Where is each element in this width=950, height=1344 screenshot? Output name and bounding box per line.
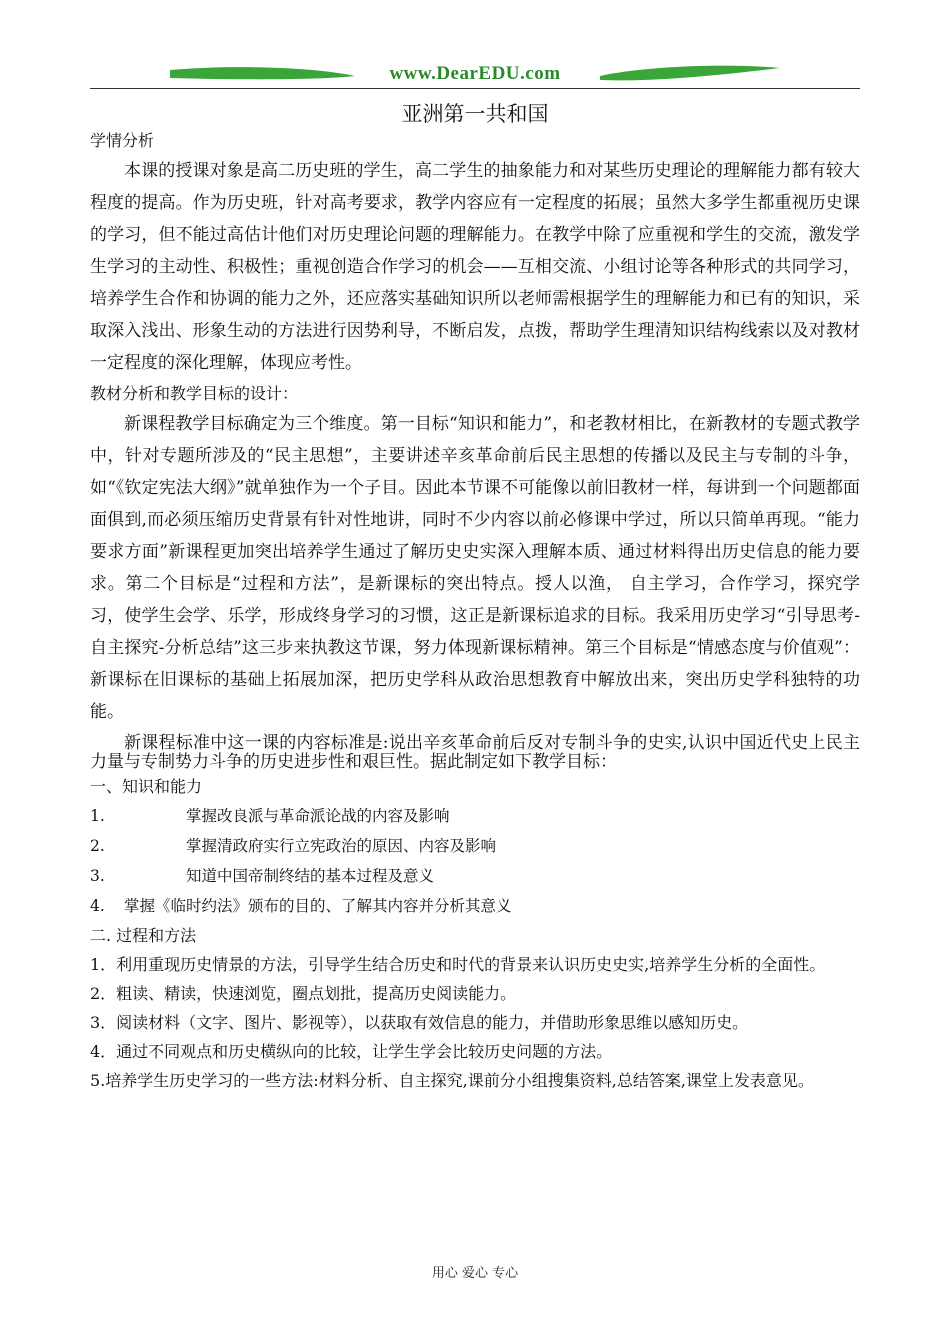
page-footer: 用心 爱心 专心	[431, 1266, 519, 1281]
list-item	[90, 801, 860, 831]
list-item-number: 1.	[90, 807, 105, 825]
site-logo-text[interactable]: www.DearEDU.com	[389, 63, 561, 84]
material-analysis-paragraph: 新课程教学目标确定为三个维度。第一目标“知识和能力”，和老教材相比，在新教材的专题式教学中，针对专题所涉及的“民主思想”，主要讲述辛亥革命前后民主思想的传播以及民主与专制的斗争，如“《钦定宪法大纲》”就单独作为一个子目。因此本节课不可能像以前旧教材一样，每讲到一个问题都面面俱到,而必须压缩历史背景有针对性地讲，同时不少内容以前必修课中学过，所以只简单再现。“能力要求方面”新课程更加突出培养学生通过了解历史史实深入理解本质、通过材料得出历史信息的能力要求。第二个目标是“过程和方法”，是新课标的突出特点。授人以渔， 自主学习，合作学习，探究学习，使学生会学、乐学，形成终身学习的习惯，这正是新课标追求的目标。我采用历史学习“引导思考-自主探究-分析总结”这三步来执教这节课，努力体现新课标精神。第三个目标是“情感态度与价值观”：新课标在旧课标的基础上拓展加深，把历史学科从政治思想教育中解放出来，突出历史学科独特的功能。	[90, 414, 860, 722]
list-item: 5.培养学生历史学习的一些方法:材料分析、自主探究,课前分小组搜集资料,总结答案,课堂上发表意见。	[90, 1071, 814, 1090]
list-item-text: 掌握清政府实行立宪政治的原因、内容及影响	[186, 837, 497, 855]
list-item-text: 掌握《临时约法》颁布的目的、了解其内容并分析其意义	[124, 897, 512, 915]
list-item: 2．粗读、精读，快速浏览，圈点划批，提高历史阅读能力。	[90, 984, 517, 1003]
section-heading-learner-analysis: 学情分析	[90, 131, 155, 150]
list-item-text: 掌握改良派与革命派论战的内容及影响	[186, 807, 450, 825]
list-item-number: 3.	[90, 867, 105, 885]
list-item-number: 2.	[90, 837, 105, 855]
section-heading-knowledge-ability: 一、知识和能力	[90, 777, 203, 796]
content-standard-paragraph: 新课程标准中这一课的内容标准是:说出辛亥革命前后反对专制斗争的史实,认识中国近代史上民主力量与专制势力斗争的历史进步性和艰巨性。据此制定如下教学目标：	[90, 733, 860, 772]
learner-analysis-paragraph: 本课的授课对象是高二历史班的学生，高二学生的抽象能力和对某些历史理论的理解能力都有较大程度的提高。作为历史班，针对高考要求，教学内容应有一定程度的拓展；虽然大多学生都重视历史课的学习，但不能过高估计他们对历史理论问题的理解能力。在教学中除了应重视和学生的交流，激发学生学习的主动性、积极性；重视创造合作学习的机会——互相交流、小组讨论等各种形式的共同学习，培养学生合作和协调的能力之外，还应落实基础知识所以老师需根据学生的理解能力和已有的知识，采取深入浅出、形象生动的方法进行因势利导，不断启发，点拨，帮助学生理清知识结构线索以及对教材一定程度的深化理解，体现应考性。	[90, 161, 860, 373]
list-item-text: 知道中国帝制终结的基本过程及意义	[186, 867, 435, 885]
section-heading-material-analysis: 教材分析和教学目标的设计：	[90, 384, 299, 403]
document-title: 亚洲第一共和国	[401, 102, 549, 126]
list-item	[90, 861, 860, 891]
list-item: 1．利用重现历史情景的方法，引导学生结合历史和时代的背景来认识历史史实,培养学生分析的全面性。	[90, 955, 826, 974]
list-item-number: 4.	[90, 897, 105, 915]
document-body	[90, 126, 860, 1095]
site-header	[90, 58, 860, 90]
list-item: 4．通过不同观点和历史横纵向的比较，让学生学会比较历史问题的方法。	[90, 1042, 613, 1061]
list-item: 3．阅读材料（文字、图片、影视等），以获取有效信息的能力，并借助形象思维以感知历史。	[90, 1013, 749, 1032]
list-item	[90, 831, 860, 861]
list-item	[90, 891, 860, 921]
header-divider	[90, 88, 860, 89]
section-heading-process-method: 二. 过程和方法	[90, 926, 197, 945]
